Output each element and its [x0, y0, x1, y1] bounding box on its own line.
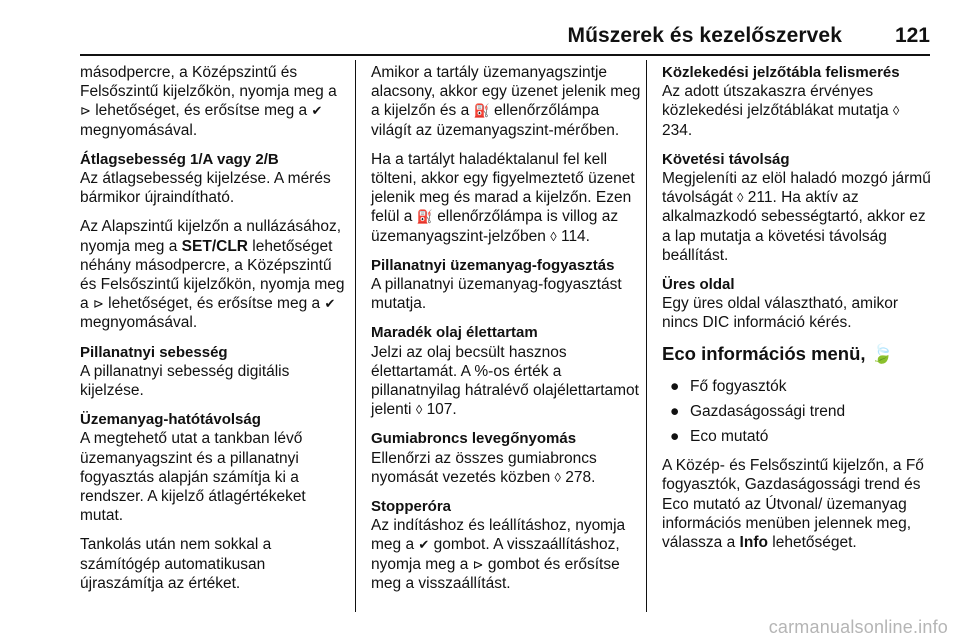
check-icon: ✔: [324, 296, 336, 312]
tire-pressure-text: Ellenőrzi az összes gumiabroncs nyomását vezetés közben ◊ 278.: [371, 449, 597, 486]
avg-speed-heading: Átlagsebesség 1/A vagy 2/B: [80, 150, 279, 168]
stopwatch-text: Az indításhoz és leállításhoz, nyomja meg a ✔ gombot. A visszaállításhoz, nyomja meg a ⊳ gombot és erősítse meg a visszaállítást.: [371, 517, 626, 592]
eco-menu-heading: Eco információs menü, 🍃: [662, 342, 894, 364]
paragraph-continued: másodpercre, a Középszintű és Felsőszintű kijelzőkön, nyomja meg a ⊳ lehetőséget, és erősítse meg a ✔ megnyomásával.: [80, 64, 337, 139]
sign-recognition-heading: Közlekedési jelzőtábla felismerés: [662, 64, 900, 81]
range-text: A megtehető utat a tankban lévő üzemanyagszint és a pillanatnyi fogyasztás alapján számítja ki a rendszer. A kijelző átlagértékeket mutat.: [80, 430, 306, 525]
page-ref-icon: ◊: [892, 103, 900, 119]
fuel-pump-icon: ⛽: [473, 103, 490, 119]
arrow-icon: ⊳: [92, 296, 104, 312]
page-ref-icon: ◊: [554, 469, 561, 485]
list-item: ● Gazdaságossági trend: [670, 402, 846, 420]
oil-life-text: Jelzi az olaj becsült hasznos élettartamát. A %-os érték a pillanatnyilag hátralévő olajélettartamot jelenti ◊ 107.: [371, 343, 639, 419]
blank-page-text: Egy üres oldal választható, amikor nincs DIC információ kérés.: [662, 295, 899, 332]
watermark: carmanualsonline.info: [768, 617, 948, 637]
tire-pressure-heading: Gumiabroncs levegőnyomás: [371, 430, 577, 448]
following-distance-text: Megjeleníti az elöl haladó mozgó jármű távolságát ◊ 211. Ha aktív az alkalmazkodó sebességtartó, akkor ez a lap mutatja a követési távolság beállítást.: [662, 170, 931, 264]
avg-speed-text: Az átlagsebesség kijelzése. A mérés bármikor újraindítható.: [80, 170, 331, 207]
page-ref-link[interactable]: 107.: [426, 401, 457, 419]
refill-warning-text: Ha a tartályt haladéktalanul fel kell tölteni, akkor egy figyelmeztető üzenet jelenik meg és marad a kijelzőn. Ezen felül a ⛽ ellenőrzőlámpa is villog az üzemanyagszint-jelzőben ◊ 114.: [371, 150, 635, 245]
sign-recognition-text: Az adott útszakaszra érvényes közlekedési jelzőtáblákat mutatja ◊ 234.: [662, 83, 900, 139]
page-title: Műszerek és kezelőszervek: [567, 24, 842, 47]
page-ref-icon: ◊: [736, 190, 744, 206]
low-fuel-text: Amikor a tartály üzemanyagszintje alacsony, akkor egy üzenet jelenik meg a kijelzőn és a ⛽ ellenőrzőlámpa világít az üzemanyagszint-mérőben.: [371, 64, 641, 139]
column-3: [662, 63, 932, 562]
blank-page-heading: Üres oldal: [662, 276, 735, 294]
list-item: ● Eco mutató: [670, 428, 769, 446]
page-ref-link[interactable]: 211.: [747, 189, 777, 207]
eco-menu-text: A Közép- és Felsőszintű kijelzőn, a Fő fogyasztók, Gazdaságossági trend és Eco mutató az Útvonal/ üzemanyag információs menüben jelennek meg, válassza a Info lehetőséget.: [662, 457, 924, 552]
inst-consumption-text: A pillanatnyi üzemanyag-fogyasztást mutatja.: [371, 276, 622, 313]
check-icon: ✔: [418, 537, 430, 553]
eco-leaf-icon: 🍃: [870, 342, 894, 364]
list-item: ● Fő fogyasztók: [670, 377, 787, 395]
column-divider-2: [646, 60, 647, 612]
page-ref-link[interactable]: 278.: [565, 468, 596, 486]
header-rule: [80, 54, 930, 56]
page-ref-link[interactable]: 114.: [560, 227, 590, 245]
page-ref-icon: ◊: [550, 228, 557, 244]
check-icon: ✔: [311, 103, 323, 119]
range-heading: Üzemanyag-hatótávolság: [80, 411, 261, 429]
inst-speed-text: A pillanatnyi sebesség digitális kijelzése.: [80, 362, 290, 400]
eco-items-list: [662, 377, 932, 447]
page-ref-icon: ◊: [415, 402, 423, 418]
following-distance-heading: Követési távolság: [662, 150, 790, 168]
column-2: [371, 63, 641, 603]
inst-speed-heading: Pillanatnyi sebesség: [80, 343, 228, 361]
page-number: 121: [894, 24, 930, 47]
fuel-pump-icon: ⛽: [416, 209, 433, 225]
info-label: Info: [739, 534, 768, 552]
arrow-icon: ⊳: [472, 556, 484, 572]
set-clr-label: SET/CLR: [181, 237, 248, 255]
reset-text: Az Alapszintű kijelzőn a nullázásához, nyomja meg a SET/CLR lehetőséget néhány másodpercre, a Középszintű és Felsőszintű kijelzőkön, nyomja meg a ⊳ lehetőséget, és erősítse meg a ✔ megnyomásával.: [80, 218, 345, 332]
arrow-icon: ⊳: [80, 103, 91, 119]
column-1: [80, 63, 350, 603]
page-ref-link[interactable]: 234.: [662, 121, 693, 139]
stopwatch-heading: Stopperóra: [371, 498, 452, 516]
page-header: [0, 0, 960, 60]
column-divider-1: [355, 60, 356, 612]
inst-consumption-heading: Pillanatnyi üzemanyag-fogyasztás: [371, 256, 615, 274]
oil-life-heading: Maradék olaj élettartam: [371, 324, 538, 342]
refuel-text: Tankolás után nem sokkal a számítógép automatikusan újraszámítja az értéket.: [80, 536, 272, 592]
